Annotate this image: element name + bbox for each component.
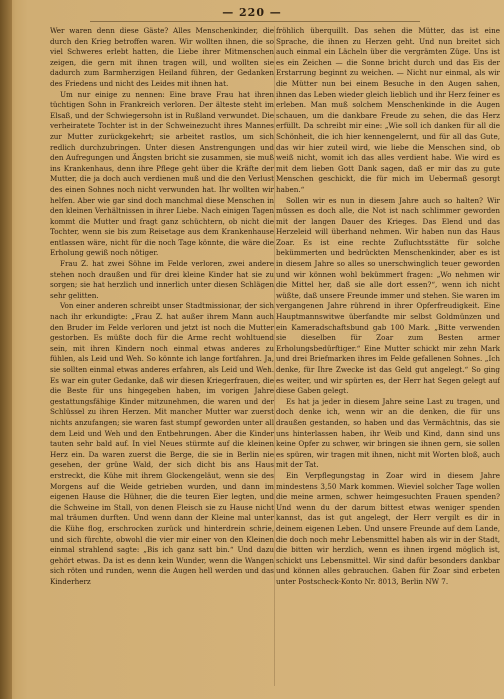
right-column — [276, 26, 500, 696]
book-binding — [0, 0, 12, 699]
paragraph: Wer waren denn diese Gäste? Alles Menschenkinder, die durch den Krieg betroffen waren. Wir wollten ihnen, die so viel Schweres erlebt hatten, die Liebe ihrer Mitmenschen zeigen, die gern mit ihnen tragen will, und wollten sie dadurch zum Barmherzigen Heiland führen, der Gedanken des Friedens und nicht des Leides mit ihnen hat. — [50, 26, 274, 88]
left-column — [50, 26, 274, 696]
column-divider — [274, 26, 275, 686]
paragraph: fröhlich überquillt. Das sehen die Mütter, das ist eine Sprache, die ihnen zu Herzen geht. Und nun breitet sich auch einmal ein Lächeln über die vergrämten Züge. Uns ist es ein Zeichen — die Sonne bricht durch und das Eis der Erstarrung beginnt zu weichen. — Nicht nur einmal, als wir die Mütter nun bei einem Besuche in den Augen sahen, ihnen das Leben wieder gleich lieblich und ihr Herz feiner es erleben. Man muß solchem Menschenkinde in die Augen schauen, um die dankbare Freude zu sehen, die das Herz erfüllt. Da schreibt mir eine: „Wie soll ich danken für all die Schönheit, die ich hier kennengelernt, und für all das Gute, das wir hier zuteil wird, wie liebe die Menschen sind, ob weiß nicht, womit ich das alles verdient habe. Wie wird es mit dem lieben Gott Dank sagen, daß er mir das zu gute Menschen geschickt, die für mich im Uebermaß gesorgt haben.“ — [276, 26, 500, 194]
paragraph: Ein Verpflegungstag in Zoar wird in diesem Jahre mindestens 3,50 Mark kommen. Wieviel solcher Tage wollen die meine armen, schwer heimgesuchten Frauen spenden? Und wenn du der darum bittest etwas weniger spenden kannst, das ist gut angelegt, der Herr vergilt es dir in deinem eigenen Leben. Und unsere Freunde auf dem Lande, die doch noch mehr Lebensmittel haben als wir in der Stadt, die bitten wir herzlich, wenn es ihnen irgend möglich ist, schickt uns Lebensmittel. Wir sind dafür besonders dankbar und können alles gebrauchen. Gaben für Zoar sind erbeten unter Postscheck-Konto Nr. 8013, Berlin NW 7. — [276, 470, 500, 586]
paragraph: Sollen wir es nun in diesem Jahre auch so halten? Wir müssen es doch alle, die Not ist nach schlimmer geworden mit der langen Dauer des Krieges. Das Elend und das Herzeleid will überhand nehmen. Wir haben nun das Haus Zoar. Es ist eine rechte Zufluchtsstätte für solche bekümmerten und bedrückten Menschenkinder, aber es ist in diesem Jahre so alles so unerschwinglich teuer geworden und wir können wohl bekümmert fragen: „Wo nehmen wir die Mittel her, daß sie alle dort essen?“, wenn ich nicht wüßte, daß unsere Freunde immer und stehen. Sie waren im vergangenen Jahre rührend in ihrer Opferfreudigkeit. Eine Hauptmannswitwe überfandte mir selbst Goldmünzen und ein Kameradschaftsbund gab 100 Mark. „Bitte verwenden sie dieselben für Zoar zum Besten armer Erholungsbedürftiger.“ Eine Mutter schickt mir zehn Mark und drei Briefmarken ihres im Felde gefallenen Sohnes. „Ich denke, für Ihre Zwecke ist das Geld gut angelegt.“ So ging es weiter, und wir spürten es, der Herr hat Segen gelegt auf diese Gaben gelegt. — [276, 195, 500, 396]
paragraph: Frau Z. hat zwei Söhne im Felde verloren, zwei andere stehen noch draußen und für drei kleine Kinder hat sie zu sorgen; sie hat herzlich und innerlich unter diesen Schlägen sehr gelitten. — [50, 259, 274, 300]
paragraph: Von einer anderen schreibt unser Stadtmissionar, der sich nach ihr erkundigte: „Frau Z. hat außer ihrem Mann auch den Bruder im Felde verloren und jetzt ist noch die Mutter gestorben. Es müßte doch für die Arme recht wohltuend sein, mit ihren Kindern noch einmal etwas anderes zu fühlen, als Leid und Weh. So könnte ich lange fortfahren. Ja, sie sollten einmal etwas anderes erfahren, als Leid und Weh. Es war ein guter Gedanke, daß wir diesen Kriegerfrauen, die die Beste für uns hingegeben haben, im vorigen Jahre gestattungsfähige Kinder mitzunehmen, die waren und der Schlüssel zu ihren Herzen. Mit mancher Mutter war zuerst nichts anzufangen; sie waren fast stumpf geworden unter all dem Leid und Weh und den Entbehrungen. Aber die Kinder tauten sehr bald auf. In viel Neues stürmte auf die kleinen Herz ein. Da waren zuerst die Berge, die sie in Berlin nie gesehen, der grüne Wald, der sich dicht bis ans Haus erstreckt, die Kühe mit ihrem Glockengeläut, wenn sie des Morgens auf die Weide getrieben wurden, und dann im eigenen Hause die Hühner, die die teuren Eier legten, und die Schweine im Stall, von denen Fleisch sie zu Hause nicht mal träumen durften. Und wenn dann der Kleine mal unter die Kühe flog, erschrocken zurück und hinterdrein schrie, und sich fürchte, obwohl die vier mir einer von den Kleinen einmal strahlend sagte: „Bis ich ganz satt bin.“ Und dazu gehört etwas. Da ist es denn kein Wunder, wenn die Wangen sich röten und runden, wenn die Augen hell werden und das Kinderherz — [50, 301, 274, 586]
paragraph: Um nur einige zu nennen: Eine brave Frau hat ihren tüchtigen Sohn in Frankreich verloren. Der älteste steht im Elsaß, und der Schwiegersohn ist in Rußland verwundet. Die verheiratete Tochter ist in der Schweinezucht ihres Mannes zur Mutter zurückgekehrt; sie arbeitet rastlos, um sich redlich durchzubringen. Unter diesen Anstrengungen und den Aufregungen und Ängsten bricht sie zusammen, sie muß ins Krankenhaus, denn ihre Pflege geht über die Kräfte der Mutter, die ja doch auch verdienen muß und die den Verlust des einen Sohnes noch nicht verwunden hat. Ihr wollten wir helfen. Aber wie gar sind doch manchmal diese Menschen in den kleinen Verhältnissen in ihrer Liebe. Nach einigen Tagen kommt die Mutter und fragt ganz schüchtern, ob nicht die Tochter, wenn sie bis zum Reisetage aus dem Krankenhause entlassen wäre, nicht für die noch Tage könnte, die wäre die Erholung gewiß noch nötiger. — [50, 89, 274, 258]
paragraph: Es hat ja jeder in diesem Jahre seine Last zu tragen, und doch denke ich, wenn wir an die denken, die für uns draußen gestanden, so haben und das Vermächtnis, das sie uns hinterlassen haben, ihr Weib und Kind, dann sind uns keine Opfer zu schwer, wir bringen sie ihnen gern, sie sollen es spüren, wir tragen mit ihnen, nicht mit Worten bloß, auch mit der Tat. — [276, 396, 500, 470]
page-number: — 220 — — [222, 6, 282, 19]
header-rule — [90, 21, 420, 22]
